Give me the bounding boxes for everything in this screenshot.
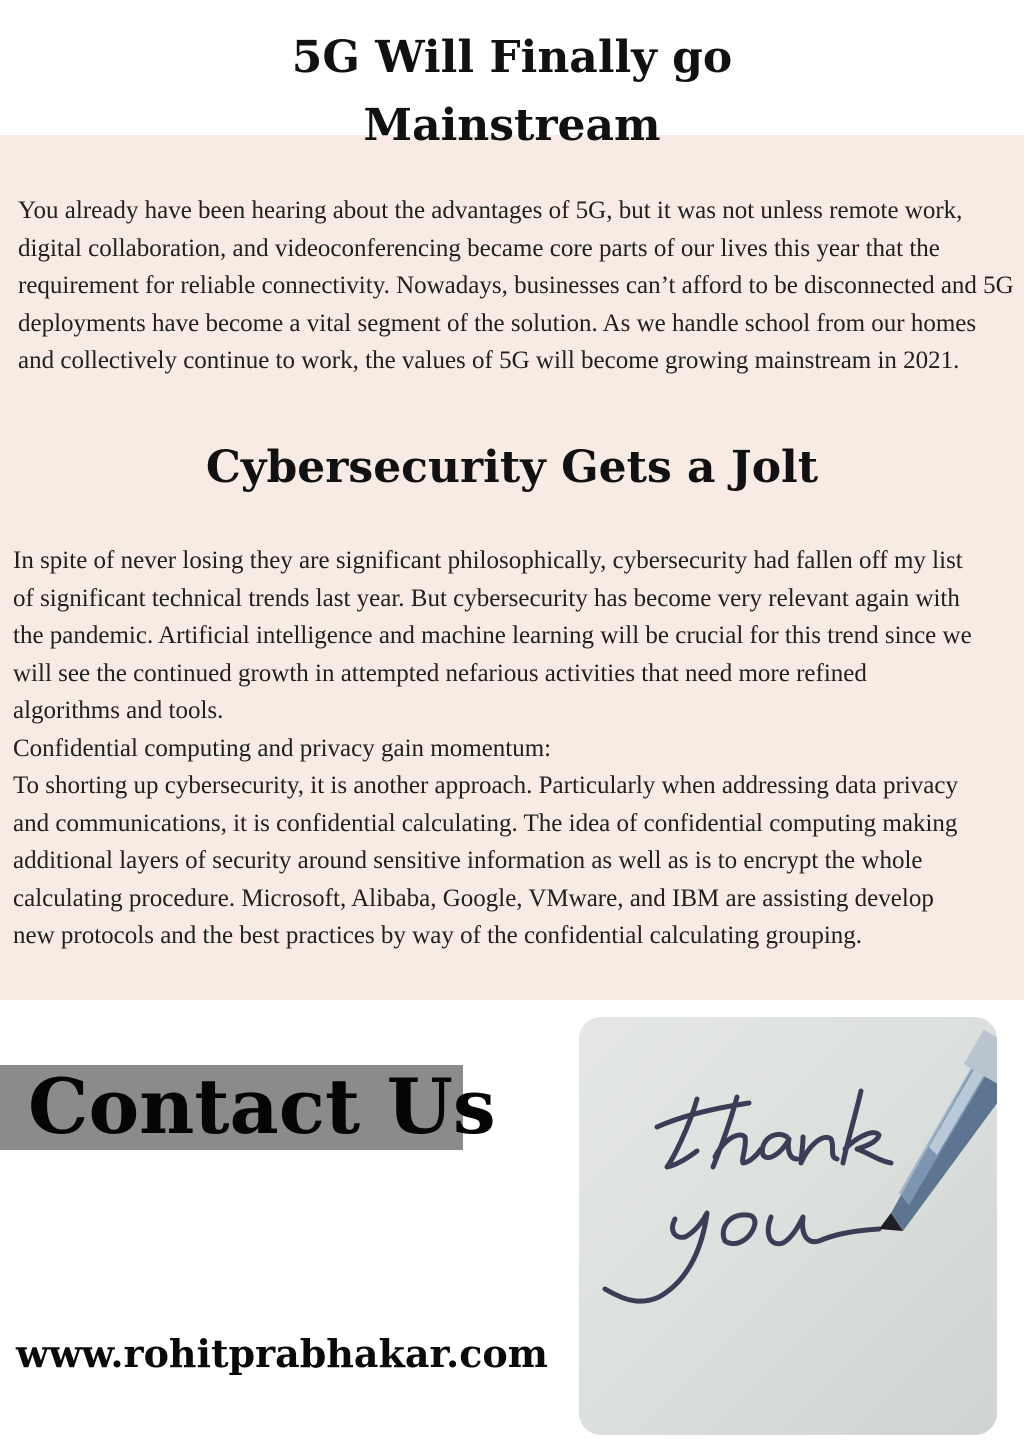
confidential-computing-paragraph: To shorting up cybersecurity, it is another approach. Particularly when addressing data privacy and communications, it is confidential calculating. The idea of confidential computing making additional layers of security around sensitive information as well as is to encrypt the whole calculating procedure. Microsoft, Alibaba, Google, VMware, and IBM are assisting develop new protocols and the best practices by way of the confidential calculating grouping.	[13, 772, 958, 949]
handwriting-strokes	[605, 1091, 891, 1301]
cybersecurity-text	[13, 542, 973, 955]
page-title-line1: 5G Will Finally go	[291, 32, 733, 83]
contact-title: Contact Us	[28, 1062, 496, 1151]
page-title-line2: Mainstream	[363, 100, 661, 151]
thank-you-photo	[579, 1017, 997, 1435]
confidential-computing-subheading: Confidential computing and privacy gain momentum:	[13, 734, 552, 762]
cybersecurity-paragraph: In spite of never losing they are significant philosophically, cybersecurity had fallen off my list of significant technical trends last year. But cybersecurity has become very relevant again with the pandemic. Artificial intelligence and machine learning will be crucial for this trend since we will see the continued growth in attempted nefarious activities that need more refined algorithms and tools.	[13, 547, 972, 724]
5g-paragraph: You already have been hearing about the advantages of 5G, but it was not unless remote work, digital collaboration, and videoconferencing became core parts of our lives this year that the requirement for reliable connectivity. Nowadays, businesses can’t afford to be disconnected and 5G deployments have become a vital segment of the solution. As we handle school from our homes and collectively continue to work, the values of 5G will become growing mainstream in 2021.	[18, 197, 1014, 374]
page-title	[0, 24, 1024, 160]
cybersecurity-heading: Cybersecurity Gets a Jolt	[205, 442, 819, 493]
thank-you-illustration	[579, 1017, 997, 1435]
pen-icon	[879, 1030, 997, 1231]
website-link[interactable]: www.rohitprabhakar.com	[16, 1331, 548, 1376]
